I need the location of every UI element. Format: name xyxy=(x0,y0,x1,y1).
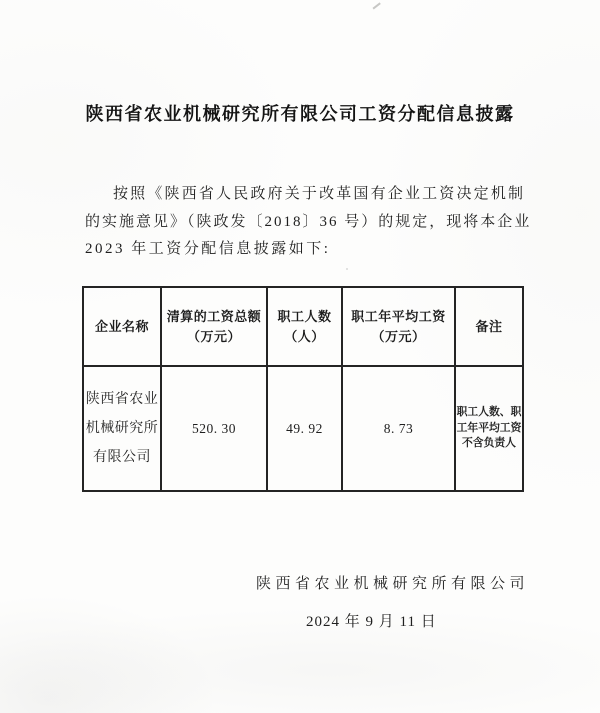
column-header-unit: （人） xyxy=(284,328,325,344)
signature-date: 2024 年 9 月 11 日 xyxy=(306,614,437,630)
column-header-total-wages xyxy=(161,287,267,366)
column-header-label: 备注 xyxy=(475,318,503,334)
scan-artifact xyxy=(346,268,348,270)
wage-disclosure-table xyxy=(82,286,524,492)
table-header-row xyxy=(83,287,523,366)
column-header-label: 企业名称 xyxy=(94,318,149,334)
column-header-unit: （万元） xyxy=(186,328,241,344)
column-header-label: 职工人数 xyxy=(277,308,332,324)
column-header-unit: （万元） xyxy=(371,328,426,344)
signature-company: 陕西省农业机械研究所有限公司 xyxy=(256,576,530,592)
paragraph-line-1: 按照《陕西省人民政府关于改革国有企业工资决定机制 xyxy=(113,186,525,202)
column-header-label: 职工年平均工资 xyxy=(351,308,446,324)
cell-total-wages: 520. 30 xyxy=(161,366,267,491)
column-header-remark xyxy=(455,287,523,366)
column-header-label: 清算的工资总额 xyxy=(166,308,262,324)
column-header-avg-wage xyxy=(342,287,455,366)
table-row xyxy=(83,366,523,491)
scan-artifact xyxy=(372,2,380,9)
cell-employee-count: 49. 92 xyxy=(267,366,342,491)
cell-remark: 职工人数、职工年平均工资不含负责人 xyxy=(455,366,523,491)
column-header-employee-count xyxy=(267,287,342,366)
cell-company-name: 陕西省农业机械研究所有限公司 xyxy=(83,366,161,491)
page-title: 陕西省农业机械研究所有限公司工资分配信息披露 xyxy=(85,104,515,124)
cell-avg-wage: 8. 73 xyxy=(342,366,455,491)
intro-paragraph xyxy=(85,181,532,264)
paragraph-line-3: 2023 年工资分配信息披露如下: xyxy=(85,241,331,257)
column-header-company xyxy=(83,287,161,366)
paragraph-line-2: 的实施意见》（陕政发〔2018〕36 号）的规定，现将本企业 xyxy=(85,213,532,230)
